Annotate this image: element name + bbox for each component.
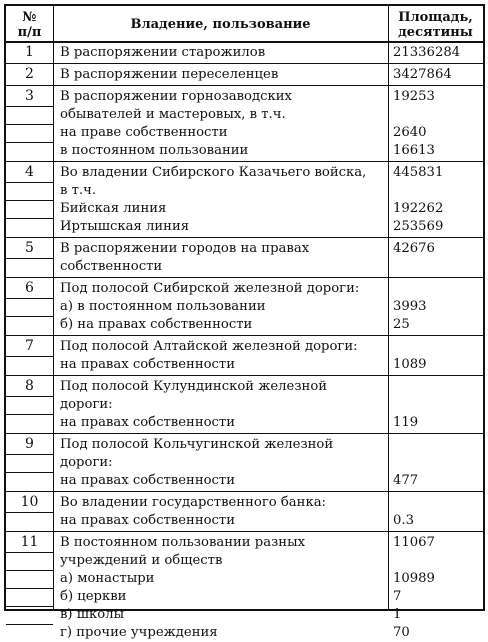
row-text: учреждений и обществ (60, 553, 223, 568)
row-text: Под полосой Кольчугинской железной (60, 437, 334, 452)
row-area-value: 25 (393, 317, 410, 332)
row-text: собственности (60, 259, 163, 274)
sub-row-divider (6, 512, 53, 513)
row-number: 8 (25, 378, 34, 394)
column-divider (388, 6, 389, 609)
row-area-value: 70 (393, 625, 410, 640)
row-area-value: 445831 (393, 165, 444, 180)
header-divider (6, 41, 483, 43)
row-number: 2 (25, 66, 34, 82)
row-divider (6, 433, 483, 434)
row-text: дороги: (60, 455, 113, 470)
header-number: № п/п (17, 10, 42, 40)
row-text: в) школы (60, 607, 125, 622)
sub-row-divider (6, 106, 53, 107)
row-area-value: 11067 (393, 535, 435, 550)
row-divider (6, 335, 483, 336)
sub-row-divider (6, 124, 53, 125)
row-number: 1 (25, 44, 34, 60)
row-text: В постоянном пользовании разных (60, 535, 306, 550)
row-number: 6 (25, 280, 34, 296)
sub-row-divider (6, 414, 53, 415)
row-number: 11 (20, 534, 39, 550)
row-text: В распоряжении старожилов (60, 45, 266, 60)
row-area-value: 19253 (393, 89, 435, 104)
sub-row-divider (6, 298, 53, 299)
row-area-value: 1089 (393, 357, 427, 372)
row-text: Иртышская линия (60, 219, 190, 234)
row-number: 3 (25, 88, 34, 104)
row-area-value: 477 (393, 473, 419, 488)
row-text: В распоряжении городов на правах (60, 241, 310, 256)
row-number: 4 (25, 164, 34, 180)
sub-row-divider (6, 570, 53, 571)
header-area: Площадь, десятины (398, 10, 473, 40)
row-area-value: 0.3 (393, 513, 414, 528)
sub-row-divider (6, 472, 53, 473)
row-divider (6, 161, 483, 162)
row-text: дороги: (60, 397, 113, 412)
row-text: г) прочие учреждения (60, 625, 218, 640)
sub-row-divider (6, 606, 53, 607)
row-text: на правах собственности (60, 357, 236, 372)
row-area-value: 16613 (393, 143, 435, 158)
sub-row-divider (6, 218, 53, 219)
sub-row-divider (6, 200, 53, 201)
row-divider (6, 531, 483, 532)
row-text: Во владении государственного банка: (60, 495, 326, 510)
sub-row-divider (6, 624, 53, 625)
sub-row-divider (6, 356, 53, 357)
row-text: а) монастыри (60, 571, 155, 586)
row-text: а) в постоянном пользовании (60, 299, 266, 314)
row-text: Под полосой Кулундинской железной (60, 379, 328, 394)
row-text: в т.ч. (60, 183, 97, 198)
sub-row-divider (6, 316, 53, 317)
row-area-value: 1 (393, 607, 402, 622)
row-area-value: 7 (393, 589, 402, 604)
row-area-value: 21336284 (393, 45, 461, 60)
sub-row-divider (6, 552, 53, 553)
header-ownership: Владение, пользование (130, 17, 311, 32)
row-area-value: 119 (393, 415, 419, 430)
sub-row-divider (6, 588, 53, 589)
column-divider (53, 6, 54, 609)
sub-row-divider (6, 454, 53, 455)
sub-row-divider (6, 258, 53, 259)
row-divider (6, 277, 483, 278)
row-divider (6, 237, 483, 238)
row-divider (6, 63, 483, 64)
row-text: на праве собственности (60, 125, 228, 140)
row-area-value: 253569 (393, 219, 444, 234)
row-text: б) на правах собственности (60, 317, 253, 332)
sub-row-divider (6, 142, 53, 143)
row-area-value: 192262 (393, 201, 444, 216)
row-area-value: 3993 (393, 299, 427, 314)
row-text: б) церкви (60, 589, 127, 604)
row-divider (6, 491, 483, 492)
row-number: 7 (25, 338, 34, 354)
row-number: 5 (25, 240, 34, 256)
row-number: 10 (20, 494, 39, 510)
row-number: 9 (25, 436, 34, 452)
row-text: в постоянном пользовании (60, 143, 249, 158)
row-text: В распоряжении переселенцев (60, 67, 279, 82)
row-area-value: 10989 (393, 571, 435, 586)
row-divider (6, 85, 483, 86)
row-text: В распоряжении горнозаводских (60, 89, 292, 104)
row-text: на правах собственности (60, 473, 236, 488)
row-text: Бийская линия (60, 201, 167, 216)
row-text: обывателей и мастеровых, в т.ч. (60, 107, 286, 122)
row-text: Во владении Сибирского Казачьего войска, (60, 165, 367, 180)
row-divider (6, 375, 483, 376)
row-area-value: 3427864 (393, 67, 452, 82)
row-area-value: 42676 (393, 241, 435, 256)
sub-row-divider (6, 182, 53, 183)
row-text: на правах собственности (60, 513, 236, 528)
land-ownership-table (4, 4, 485, 640)
row-text: Под полосой Сибирской железной дороги: (60, 281, 360, 296)
row-text: Под полосой Алтайской железной дороги: (60, 339, 358, 354)
row-text: на правах собственности (60, 415, 236, 430)
row-area-value: 2640 (393, 125, 427, 140)
sub-row-divider (6, 396, 53, 397)
